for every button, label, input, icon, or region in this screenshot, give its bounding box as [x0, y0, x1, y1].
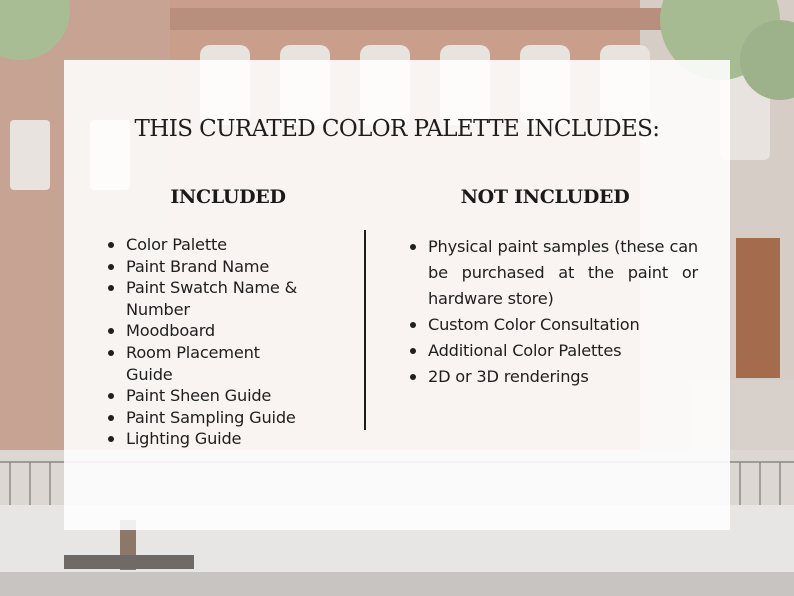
list-item: Moodboard	[108, 320, 308, 342]
list-item: Paint Brand Name	[108, 256, 308, 278]
list-item: Paint Swatch Name & Number	[108, 277, 308, 320]
column-divider	[364, 230, 366, 430]
list-item: Paint Sheen Guide	[108, 385, 308, 407]
info-panel	[64, 60, 730, 530]
not-included-list	[410, 234, 698, 390]
included-title: INCLUDED	[170, 186, 286, 208]
list-item: Custom Color Consultation	[410, 312, 698, 338]
list-item: 2D or 3D renderings	[410, 364, 698, 390]
list-item: Additional Color Palettes	[410, 338, 698, 364]
page-title: THIS CURATED COLOR PALETTE INCLUDES:	[134, 116, 660, 142]
not-included-title: NOT INCLUDED	[460, 186, 630, 208]
included-list	[108, 234, 308, 450]
list-item: Lighting Guide	[108, 428, 308, 450]
list-item: Room Placement Guide	[108, 342, 308, 385]
list-item: Color Palette	[108, 234, 308, 256]
list-item: Physical paint samples (these can be purchased at the paint or hardware store)	[410, 234, 698, 312]
list-item: Paint Sampling Guide	[108, 407, 308, 429]
